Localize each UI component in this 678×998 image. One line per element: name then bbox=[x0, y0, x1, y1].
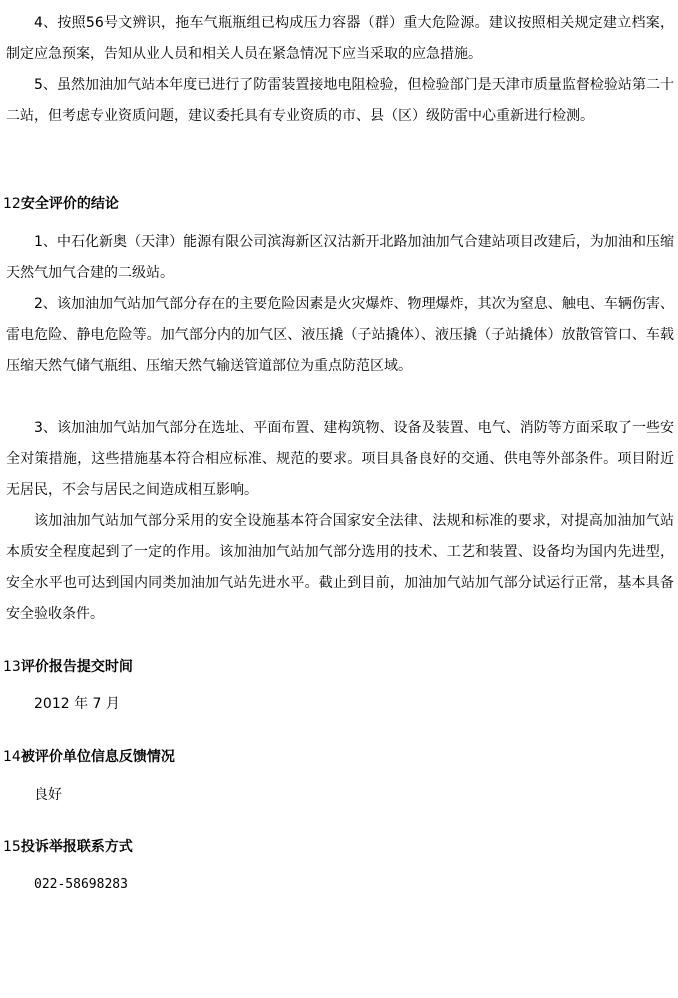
section-14-heading bbox=[3, 747, 175, 767]
section-12-paragraph-4: 该加油加气站加气部分采用的安全设施基本符合国家安全法律、法规和标准的要求，对提高加油加气站本质安全程度起到了一定的作用。该加油加气站加气部分选用的技术、工艺和装置、设备均为国内先进型，安全水平也可达到国内同类加油加气站先进水平。截止到目前，加油加气站加气部分试运行正常，基本具备安全验收条件。 bbox=[6, 513, 674, 622]
paragraph-item-4: 4、按照56号文辨识，拖车气瓶瓶组已构成压力容器（群）重大危险源。建议按照相关规定建立档案，制定应急预案，告知从业人员和相关人员在紧急情况下应当采取的应急措施。 bbox=[6, 15, 674, 62]
section-12-paragraph-1: 1、中石化新奥（天津）能源有限公司滨海新区汉沽新开北路加油加气合建站项目改建后，为加油和压缩天然气加气合建的二级站。 bbox=[6, 234, 674, 281]
section-12-paragraph-2: 2、该加油加气站加气部分存在的主要危险因素是火灾爆炸、物理爆炸，其次为窒息、触电、车辆伤害、雷电危险、静电危险等。加气部分内的加气区、液压撬（子站撬体）、液压撬（子站撬体）放散管管口、车载压缩天然气储气瓶组、压缩天然气输送管道部位为重点防范区域。 bbox=[6, 296, 674, 374]
section-15-number: 15 bbox=[3, 839, 21, 855]
section-13-value: 2012 年 7 月 bbox=[34, 696, 120, 712]
section-14-value: 良好 bbox=[34, 787, 62, 803]
section-14-number: 14 bbox=[3, 749, 21, 765]
section-12-paragraph-3: 3、该加油加气站加气部分在选址、平面布置、建构筑物、设备及装置、电气、消防等方面采取了一些安全对策措施，这些措施基本符合相应标准、规范的要求。项目具备良好的交通、供电等外部条件。项目附近无居民，不会与居民之间造成相互影响。 bbox=[6, 420, 674, 498]
paragraph-item-5: 5、虽然加油加气站本年度已进行了防雷装置接地电阻检验，但检验部门是天津市质量监督检验站第二十二站，但考虑专业资质问题，建议委托具有专业资质的市、县（区）级防雷中心重新进行检测。 bbox=[6, 77, 674, 124]
section-12-title: 安全评价的结论 bbox=[20, 196, 119, 212]
section-13-number: 13 bbox=[3, 659, 21, 675]
section-15-heading bbox=[3, 837, 133, 857]
section-15-title: 投诉举报联系方式 bbox=[20, 839, 133, 855]
section-15-value: 022-58698283 bbox=[34, 877, 128, 892]
section-12-heading bbox=[3, 194, 119, 214]
section-14-title: 被评价单位信息反馈情况 bbox=[20, 749, 175, 765]
section-13-heading bbox=[3, 657, 133, 677]
section-12-number: 12 bbox=[3, 196, 21, 212]
section-13-title: 评价报告提交时间 bbox=[20, 659, 133, 675]
